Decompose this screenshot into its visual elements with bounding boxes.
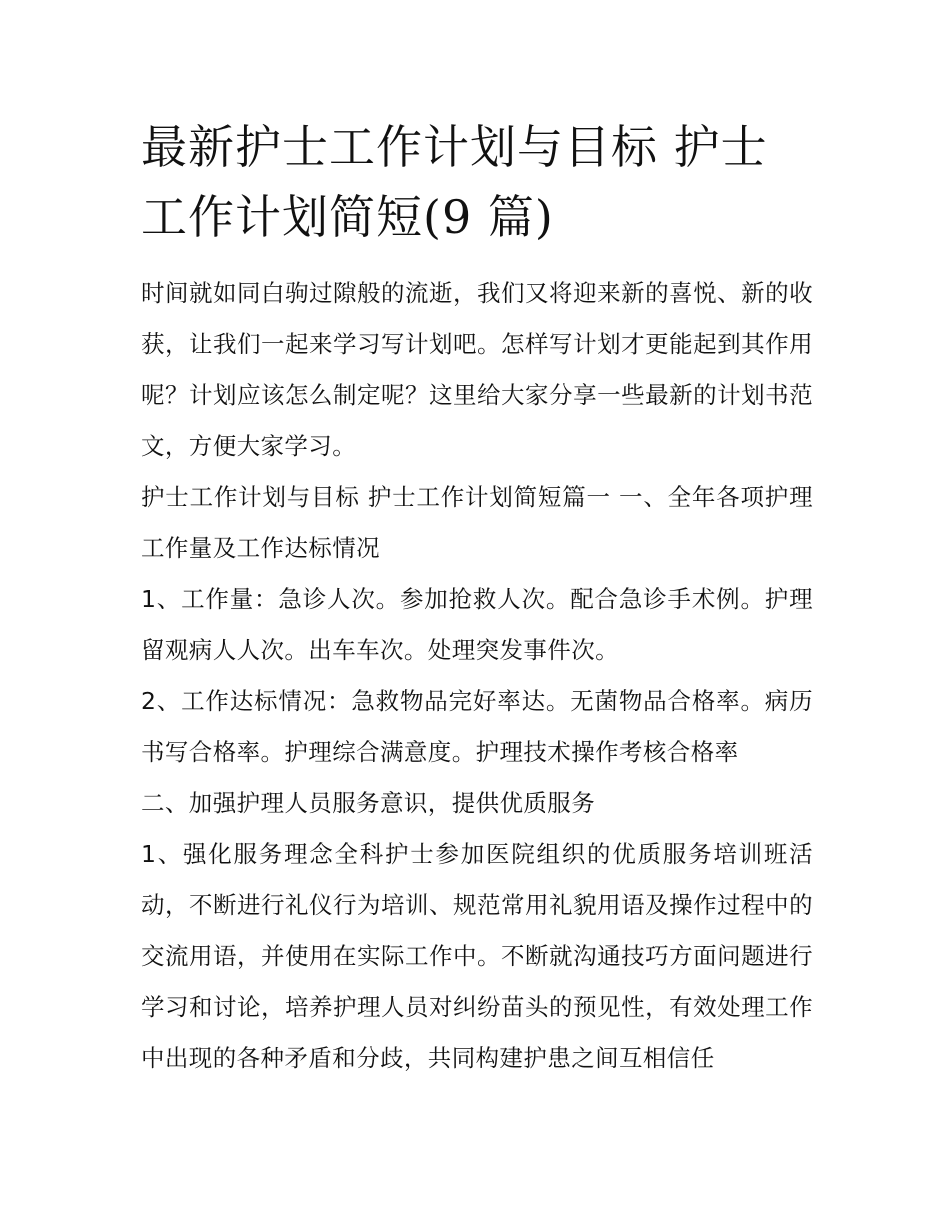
paragraph-workload: 1、工作量：急诊人次。参加抢救人次。配合急诊手术例。护理留观病人人次。出车车次。处理突发事件次。 <box>141 585 813 664</box>
paragraph-intro: 时间就如同白驹过隙般的流逝，我们又将迎来新的喜悦、新的收获，让我们一起来学习写计划吧。怎样写计划才更能起到其作用呢？计划应该怎么制定呢？这里给大家分享一些最新的计划书范文，方便大家学习。 <box>141 279 813 460</box>
document-content <box>141 112 813 1084</box>
document-body <box>141 268 813 1084</box>
paragraph-service-training: 1、强化服务理念全科护士参加医院组织的优质服务培训班活动，不断进行礼仪行为培训、规范常用礼貌用语及操作过程中的交流用语，并使用在实际工作中。不断就沟通技巧方面问题进行学习和讨论，培养护理人员对纠纷苗头的预见性，有效处理工作中出现的各种矛盾和分歧，共同构建护患之间互相信任 <box>141 840 813 1072</box>
title-line-1: 最新护士工作计划与目标 护士 <box>141 120 768 174</box>
paragraph-section-one-heading: 护士工作计划与目标 护士工作计划简短篇一 一、全年各项护理工作量及工作达标情况 <box>141 483 813 562</box>
document-title <box>141 112 813 252</box>
paragraph-standards: 2、工作达标情况：急救物品完好率达。无菌物品合格率。病历书写合格率。护理综合满意度。护理技术操作考核合格率 <box>141 687 813 766</box>
paragraph-section-two-heading: 二、加强护理人员服务意识，提供优质服务 <box>141 789 596 817</box>
title-line-2: 工作计划简短(9 篇) <box>141 190 554 244</box>
